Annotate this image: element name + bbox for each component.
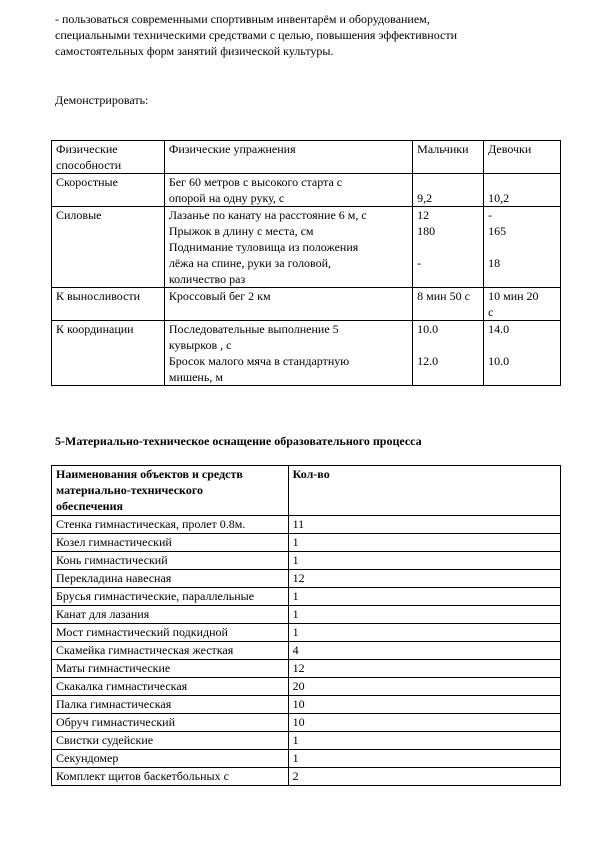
- table-row: [52, 732, 561, 750]
- equipment-qty-cell: 1: [288, 606, 560, 624]
- equipment-qty-cell: 1: [288, 552, 560, 570]
- header-name-line: обеспечения: [56, 499, 123, 513]
- table-row: [52, 288, 561, 321]
- equipment-qty-cell: 1: [288, 750, 560, 768]
- equipment-qty-cell: 10: [288, 696, 560, 714]
- girls-value: [488, 337, 556, 353]
- equipment-qty-cell: 10: [288, 714, 560, 732]
- exercise-line: мишень, м: [168, 370, 223, 384]
- exercise-line: количество раз: [168, 272, 246, 286]
- equipment-table: [51, 465, 561, 786]
- equipment-qty-cell: 12: [288, 660, 560, 678]
- equipment-name-cell: Козел гимнастический: [52, 534, 289, 552]
- girls-cell: [484, 288, 561, 321]
- header-name: [52, 466, 289, 516]
- table-row: [52, 570, 561, 588]
- boys-value: [417, 174, 479, 190]
- exercise-line: Прыжок в длину с места, см: [168, 224, 314, 238]
- girls-value: 18: [488, 256, 501, 270]
- equipment-name-cell: Обруч гимнастический: [52, 714, 289, 732]
- boys-value: 10.0: [417, 322, 439, 336]
- exercise-line: Последовательные выполнение 5: [168, 322, 339, 336]
- table-row: [52, 516, 561, 534]
- girls-value: 10.0: [488, 354, 510, 368]
- equipment-qty-cell: 1: [288, 732, 560, 750]
- table-row: [52, 552, 561, 570]
- boys-value: 180: [417, 224, 436, 238]
- boys-cell: [413, 207, 484, 288]
- exercise-line: Поднимание туловища из положения: [168, 240, 359, 254]
- fitness-standards-table: [51, 140, 561, 386]
- boys-value: [417, 337, 479, 353]
- table-row: [52, 624, 561, 642]
- equipment-name-cell: Скамейка гимнастическая жесткая: [52, 642, 289, 660]
- boys-cell: [413, 321, 484, 386]
- header-ability-line: способности: [56, 158, 122, 172]
- ability-cell: К выносливости: [52, 288, 165, 321]
- girls-value: [488, 239, 556, 255]
- table-row: [52, 207, 561, 288]
- equipment-name-cell: Конь гимнастический: [52, 552, 289, 570]
- equipment-qty-cell: 2: [288, 768, 560, 786]
- equipment-name-cell: Скакалка гимнастическая: [52, 678, 289, 696]
- equipment-name-cell: Перекладина навесная: [52, 570, 289, 588]
- header-qty: Кол-во: [288, 466, 560, 516]
- boys-value: 12: [417, 208, 430, 222]
- table-row: [52, 750, 561, 768]
- table-row: [52, 660, 561, 678]
- ability-cell: К координации: [52, 321, 165, 386]
- girls-cell: [484, 174, 561, 207]
- girls-cell: [484, 321, 561, 386]
- equipment-name-cell: Палка гимнастическая: [52, 696, 289, 714]
- exercise-line: Бросок малого мяча в стандартную: [168, 354, 350, 368]
- table-row: [52, 696, 561, 714]
- header-boys: Мальчики: [413, 141, 484, 174]
- header-girls: Девочки: [484, 141, 561, 174]
- equipment-name-cell: Брусья гимнастические, параллельные: [52, 588, 289, 606]
- exercise-line: Бег 60 метров с высокого старта с: [168, 175, 343, 189]
- exercise-line: лёжа на спине, руки за головой,: [168, 256, 332, 270]
- boys-cell: 8 мин 50 с: [413, 288, 484, 321]
- equipment-rows: [52, 516, 561, 786]
- equipment-name-cell: Секундомер: [52, 750, 289, 768]
- boys-value: [417, 239, 479, 255]
- equipment-name-cell: Стенка гимнастическая, пролет 0.8м.: [52, 516, 289, 534]
- table-row: [52, 678, 561, 696]
- equipment-qty-cell: 1: [288, 588, 560, 606]
- table-header-row: [52, 466, 561, 516]
- equipment-qty-cell: 1: [288, 624, 560, 642]
- exercise-line: опорой на одну руку, с: [168, 191, 285, 205]
- boys-value: 12.0: [417, 354, 439, 368]
- header-ability: [52, 141, 165, 174]
- table-row: [52, 534, 561, 552]
- girls-value: 10 мин 20: [488, 289, 539, 303]
- equipment-name-cell: Свистки судейские: [52, 732, 289, 750]
- section-title: 5-Материально-техническое оснащение образовательного процесса: [55, 434, 422, 448]
- table-row: [52, 714, 561, 732]
- demo-label: Демонстрировать:: [55, 93, 149, 107]
- exercise-cell: [164, 207, 412, 288]
- girls-value: [488, 174, 556, 190]
- exercise-cell: [164, 174, 412, 207]
- intro-paragraph: [55, 11, 560, 59]
- exercise-cell: [164, 321, 412, 386]
- intro-line: специальными техническими средствами с целью, повышения эффективности: [55, 28, 458, 42]
- intro-line: - пользоваться современными спортивным инвентарём и оборудованием,: [55, 12, 430, 26]
- equipment-name-cell: Мост гимнастический подкидной: [52, 624, 289, 642]
- table-row: [52, 321, 561, 386]
- table-header-row: [52, 141, 561, 174]
- table-row: [52, 174, 561, 207]
- table-row: [52, 768, 561, 786]
- equipment-qty-cell: 11: [288, 516, 560, 534]
- table-row: [52, 606, 561, 624]
- girls-value: -: [488, 208, 493, 222]
- equipment-qty-cell: 4: [288, 642, 560, 660]
- header-ability-line: Физические: [56, 142, 118, 156]
- equipment-qty-cell: 20: [288, 678, 560, 696]
- header-name-line: материально-технического: [56, 483, 203, 497]
- boys-value: 9,2: [417, 191, 433, 205]
- equipment-qty-cell: 12: [288, 570, 560, 588]
- header-exercise: Физические упражнения: [164, 141, 412, 174]
- girls-value: 14.0: [488, 322, 510, 336]
- equipment-name-cell: Канат для лазания: [52, 606, 289, 624]
- girls-cell: [484, 207, 561, 288]
- equipment-name-cell: Маты гимнастические: [52, 660, 289, 678]
- girls-value: с: [488, 305, 494, 319]
- header-name-line: Наименования объектов и средств: [56, 467, 243, 481]
- equipment-name-cell: Комплект щитов баскетбольных с: [52, 768, 289, 786]
- ability-cell: Силовые: [52, 207, 165, 288]
- boys-value: -: [417, 256, 422, 270]
- ability-cell: Скоростные: [52, 174, 165, 207]
- table-row: [52, 642, 561, 660]
- exercise-cell: Кроссовый бег 2 км: [164, 288, 412, 321]
- equipment-qty-cell: 1: [288, 534, 560, 552]
- intro-line: самостоятельных форм занятий физической культуры.: [55, 44, 334, 58]
- exercise-line: Лазанье по канату на расстояние 6 м, с: [168, 208, 367, 222]
- girls-value: 10,2: [488, 191, 510, 205]
- exercise-line: кувырков , с: [168, 338, 232, 352]
- boys-cell: [413, 174, 484, 207]
- table-row: [52, 588, 561, 606]
- girls-value: 165: [488, 224, 507, 238]
